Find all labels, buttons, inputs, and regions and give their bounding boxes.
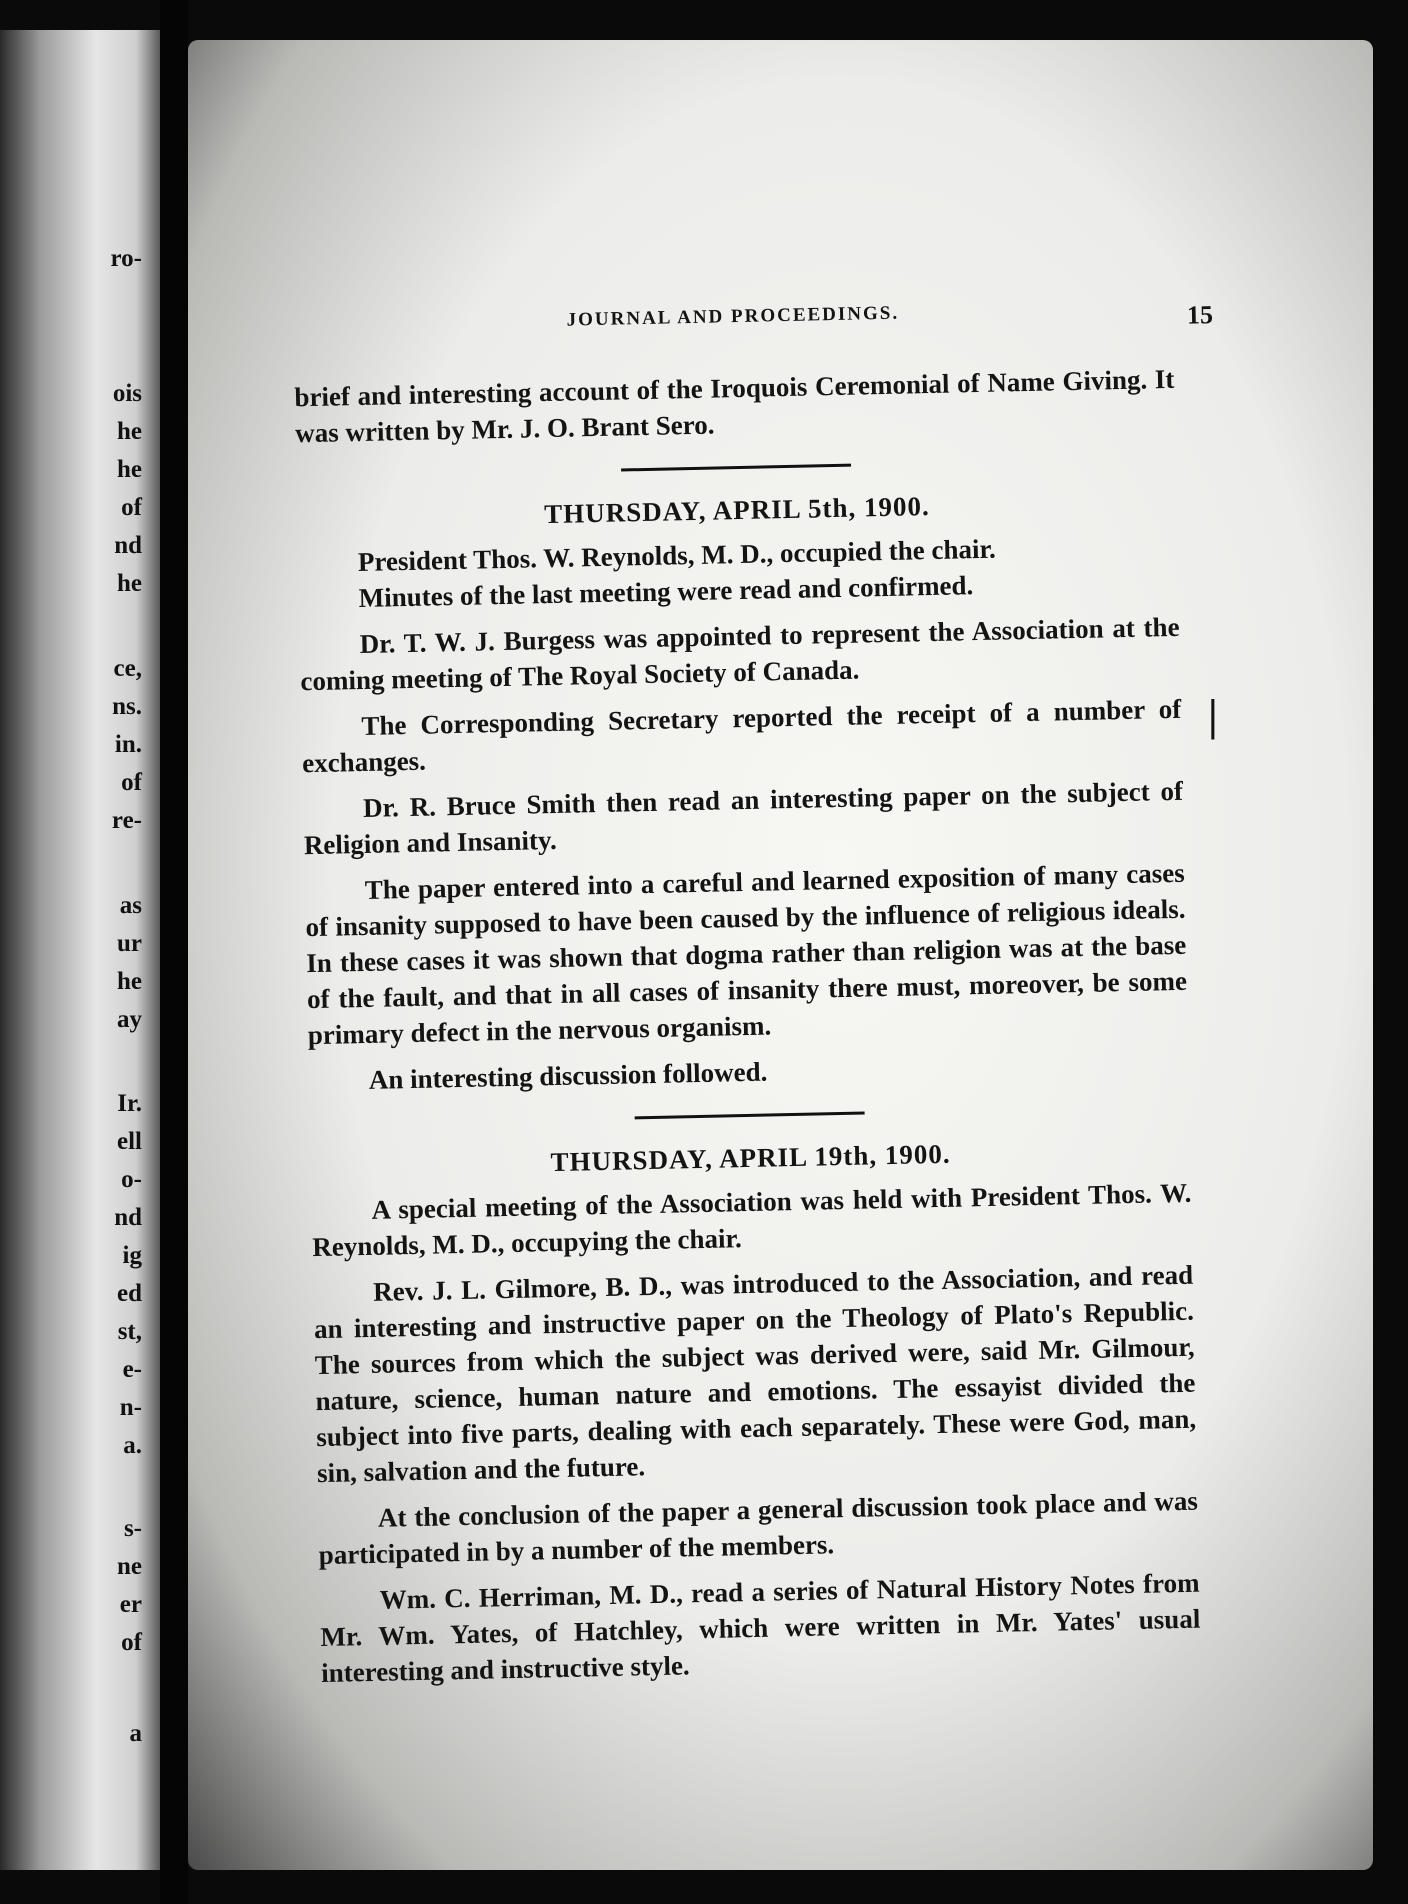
paragraph: Dr. T. W. J. Burgess was appointed to represent the Association at the coming meeting of The Royal Society of Canada. [300,611,1180,697]
left-fragment: n- [119,1394,142,1421]
left-page-fragments [0,30,150,1870]
paragraph: At the conclusion of the paper a general discussion took place and was participated in by a number of the members. [318,1485,1199,1571]
section-heading: THURSDAY, APRIL 19th, 1900. [550,1138,951,1178]
paragraph: Rev. J. L. Gilmore, B. D., was introduced to the Association, and read an interesting and instructive paper on the Theology of Plato's Republic. The sources from which the subject was derived were, said Mr. Gilmour, nature, science, human nature and emotions. The essayist divided the subject into five parts, dealing with each separately. These were God, man, sin, salvation and the future. [313,1259,1197,1489]
left-fragment: ay [117,1006,142,1033]
left-fragment: e- [122,1356,142,1383]
right-page [188,40,1373,1870]
left-fragment: ell [117,1128,142,1155]
left-fragment: nd [114,1204,142,1231]
section-divider [621,464,851,472]
paragraph: An interesting discussion followed. [368,1056,768,1095]
section-divider [635,1112,865,1120]
left-fragment: in. [114,731,142,758]
left-fragment: nd [114,532,142,559]
left-fragment: of [121,769,142,796]
left-fragment: ns. [112,693,142,720]
left-fragment: ig [122,1242,142,1269]
paragraph: Dr. R. Bruce Smith then read an interesting paper on the subject of Religion and Insanity. [303,775,1184,861]
left-fragment: he [117,456,142,483]
page-number: 15 [1186,300,1214,330]
left-fragment: st, [117,1318,142,1345]
left-fragment: ne [117,1553,142,1580]
paragraph: A special meeting of the Association was held with President Thos. W. Reynolds, M. D., occupying the chair. [311,1177,1192,1263]
left-fragment: a [129,1720,142,1747]
section-heading: THURSDAY, APRIL 5th, 1900. [543,491,931,530]
left-fragment: er [119,1591,142,1618]
page-text [291,201,1214,1691]
left-fragment: he [117,968,142,995]
continuation-paragraph: brief and interesting account of the Iroquois Ceremonial of Name Giving. It was written by Mr. J. O. Brant Sero. [294,363,1175,449]
book-gutter [160,0,188,1904]
left-fragment: s- [123,1515,142,1542]
left-fragment: he [117,570,142,597]
paragraph: The Corresponding Secretary reported the receipt of a number of exchanges. [301,693,1182,779]
left-fragment: o- [121,1166,142,1193]
paragraph: Wm. C. Herriman, M. D., read a series of Natural History Notes from Mr. Wm. Yates, of Hatchley, which were written in Mr. Yates' usual interesting and instructive style. [320,1567,1201,1689]
left-fragment: a. [123,1432,142,1459]
left-fragment: ed [117,1280,142,1307]
left-fragment: ur [117,930,142,957]
running-head: JOURNAL AND PROCEEDINGS. [566,302,900,331]
left-fragment: ce, [113,655,142,682]
left-fragment: of [121,494,142,521]
left-fragment: of [121,1629,142,1656]
left-fragment: re- [111,807,142,834]
left-fragment: he [117,418,142,445]
left-fragment: Ir. [117,1090,142,1117]
paragraph: The paper entered into a careful and learned exposition of many cases of insanity supposed to have been caused by the influence of religious ideals. In these cases it was shown that dogma rather than religion was at the base of the fault, and that in all cases of insanity there must, moreover, be some primary defect in the nervous organism. [305,857,1188,1051]
margin-bracket-mark: | [1208,691,1218,740]
paragraph: Minutes of the last meeting were read and confirmed. [358,570,974,614]
left-fragment: ro- [110,245,142,272]
left-fragment: as [119,892,142,919]
paragraph: President Thos. W. Reynolds, M. D., occupied the chair. [357,533,996,578]
left-fragment: ois [112,380,142,407]
left-facing-page [0,30,160,1870]
